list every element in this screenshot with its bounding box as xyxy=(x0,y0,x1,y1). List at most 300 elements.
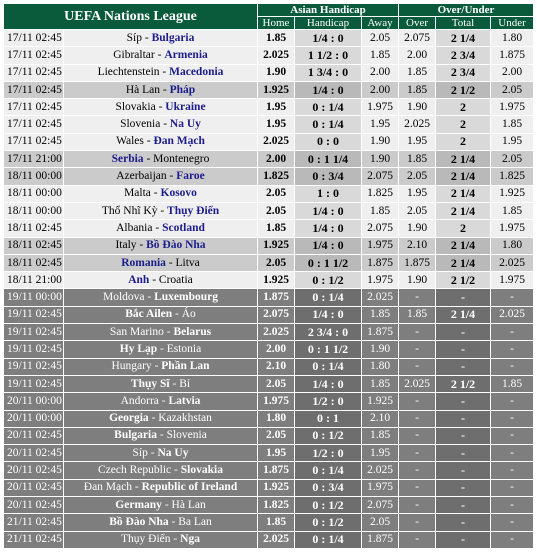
team-separator: - xyxy=(159,66,170,79)
handicap-value: 1/4 : 0 xyxy=(295,81,362,98)
over-odds: - xyxy=(399,289,436,306)
away-team: Ukraine xyxy=(165,100,206,113)
team-separator: - xyxy=(163,325,174,338)
match-row xyxy=(4,289,534,306)
match-teams xyxy=(64,393,258,410)
total-value: - xyxy=(436,427,491,444)
handicap-value: 1/2 : 0 xyxy=(295,393,362,410)
away-odds: 2.075 xyxy=(362,220,399,237)
total-value: - xyxy=(436,289,491,306)
total-value: 2 1/4 xyxy=(436,202,491,219)
match-row xyxy=(4,462,534,479)
home-odds: 1.925 xyxy=(258,479,295,496)
match-teams xyxy=(64,99,258,116)
team-separator: - xyxy=(158,394,169,407)
team-separator: - xyxy=(136,239,147,252)
match-time: 17/11 02:45 xyxy=(4,133,64,150)
match-teams xyxy=(64,514,258,531)
under-odds: 1.925 xyxy=(491,185,534,202)
match-teams xyxy=(64,30,258,47)
match-time: 18/11 02:45 xyxy=(4,254,64,271)
home-odds: 1.825 xyxy=(258,497,295,514)
away-team: Nga xyxy=(180,533,200,546)
over-odds: 1.90 xyxy=(399,272,436,289)
home-team: Slovakia xyxy=(115,100,156,113)
match-time: 20/11 02:45 xyxy=(4,497,64,514)
home-team: Germany xyxy=(115,498,162,511)
handicap-value: 0 : 1/4 xyxy=(295,116,362,133)
under-odds: - xyxy=(491,324,534,341)
handicap-value: 0 : 3/4 xyxy=(295,479,362,496)
home-team: Hy Lạp xyxy=(119,342,158,355)
handicap-value: 1/4 : 0 xyxy=(295,306,362,323)
under-odds: 1.80 xyxy=(491,30,534,47)
handicap-value: 1/4 : 0 xyxy=(295,375,362,392)
team-separator: - xyxy=(160,83,170,96)
match-row xyxy=(4,185,534,202)
match-row xyxy=(4,202,534,219)
under-odds: 1.85 xyxy=(491,116,534,133)
over-odds: 2.025 xyxy=(399,116,436,133)
under-odds: 2.025 xyxy=(491,254,534,271)
match-time: 21/11 02:45 xyxy=(4,514,64,531)
home-team: Bulgaria xyxy=(114,429,157,442)
total-value: 2 xyxy=(436,99,491,116)
home-team: Serbia xyxy=(111,152,144,165)
home-team: Síp xyxy=(132,446,148,459)
home-team: Thụy Sĩ xyxy=(130,377,170,390)
home-odds: 1.95 xyxy=(258,445,295,462)
home-odds: 2.05 xyxy=(258,202,295,219)
match-time: 17/11 02:45 xyxy=(4,99,64,116)
home-odds: 1.875 xyxy=(258,289,295,306)
home-team: Azerbaijan xyxy=(116,170,167,183)
over-odds: 1.90 xyxy=(399,99,436,116)
over-odds: 1.95 xyxy=(399,185,436,202)
away-odds: 2.025 xyxy=(362,462,399,479)
home-odds: 2.025 xyxy=(258,47,295,64)
match-teams xyxy=(64,462,258,479)
match-teams xyxy=(64,185,258,202)
match-teams xyxy=(64,220,258,237)
match-row xyxy=(4,445,534,462)
home-odds: 2.05 xyxy=(258,427,295,444)
home-team: Slovenia xyxy=(120,118,161,131)
handicap-value: 0 : 1/4 xyxy=(295,289,362,306)
team-separator: - xyxy=(171,464,181,477)
team-separator: - xyxy=(143,135,154,148)
away-odds: 2.075 xyxy=(362,497,399,514)
under-odds: 1.825 xyxy=(491,168,534,185)
away-team: Slovakia xyxy=(180,464,223,477)
match-teams xyxy=(64,116,258,133)
handicap-value: 0 : 1/4 xyxy=(295,99,362,116)
match-teams xyxy=(64,133,258,150)
home-team: Italy xyxy=(115,239,137,252)
match-row xyxy=(4,514,534,531)
match-row xyxy=(4,64,534,81)
home-team: Malta xyxy=(124,187,151,200)
match-row xyxy=(4,47,534,64)
over-odds: 1.85 xyxy=(399,81,436,98)
away-team: Bỉ xyxy=(179,377,191,390)
match-teams xyxy=(64,531,258,548)
total-value: - xyxy=(436,324,491,341)
match-time: 17/11 02:45 xyxy=(4,81,64,98)
total-value: 2 xyxy=(436,220,491,237)
team-separator: - xyxy=(157,204,168,217)
under-odds: 1.975 xyxy=(491,272,534,289)
total-value: - xyxy=(436,410,491,427)
home-team: Czech Republic xyxy=(98,464,172,477)
away-team: Thụy Điển xyxy=(167,204,220,217)
league-title: UEFA Nations League xyxy=(4,4,258,30)
under-odds: - xyxy=(491,479,534,496)
home-team: Romania xyxy=(121,256,166,269)
total-value: 2 3/4 xyxy=(436,64,491,81)
home-odds: 2.05 xyxy=(258,185,295,202)
handicap-value: 0 : 1/2 xyxy=(295,272,362,289)
match-row xyxy=(4,324,534,341)
handicap-value: 0 : 1/4 xyxy=(295,462,362,479)
team-separator: - xyxy=(148,412,159,425)
match-teams xyxy=(64,375,258,392)
home-team: Liechtenstein xyxy=(97,66,160,79)
match-row xyxy=(4,237,534,254)
home-team: Đan Mạch xyxy=(83,481,132,494)
under-odds: - xyxy=(491,358,534,375)
home-odds: 1.95 xyxy=(258,116,295,133)
team-separator: - xyxy=(161,498,172,511)
home-team: Albania xyxy=(116,221,153,234)
handicap-value: 1 3/4 : 0 xyxy=(295,64,362,81)
match-teams xyxy=(64,497,258,514)
away-odds: 1.875 xyxy=(362,254,399,271)
match-teams xyxy=(64,445,258,462)
away-team: Pháp xyxy=(169,83,196,96)
over-odds: 2.075 xyxy=(399,30,436,47)
match-row xyxy=(4,81,534,98)
team-separator: - xyxy=(147,446,158,459)
total-value: - xyxy=(436,497,491,514)
over-odds: 1.90 xyxy=(399,220,436,237)
away-team: Latvia xyxy=(168,394,201,407)
match-teams xyxy=(64,168,258,185)
home-odds: 2.025 xyxy=(258,324,295,341)
match-time: 19/11 02:45 xyxy=(4,306,64,323)
home-team: Andorra xyxy=(120,394,159,407)
total-value: 2 1/2 xyxy=(436,272,491,289)
total-value: - xyxy=(436,393,491,410)
total-value: 2 xyxy=(436,116,491,133)
match-time: 19/11 02:45 xyxy=(4,375,64,392)
match-time: 19/11 02:45 xyxy=(4,341,64,358)
match-row xyxy=(4,116,534,133)
home-team: Thụy Điển xyxy=(121,533,171,546)
match-time: 19/11 02:45 xyxy=(4,358,64,375)
team-separator: - xyxy=(156,429,167,442)
over-odds: 2.05 xyxy=(399,168,436,185)
home-odds: 2.025 xyxy=(258,133,295,150)
home-odds: 2.05 xyxy=(258,375,295,392)
under-odds: - xyxy=(491,427,534,444)
under-odds: - xyxy=(491,462,534,479)
match-time: 20/11 00:00 xyxy=(4,410,64,427)
away-odds: 1.975 xyxy=(362,237,399,254)
under-odds: 2.00 xyxy=(491,64,534,81)
under-odds-header: Under xyxy=(491,17,534,30)
handicap-value: 0 : 1/2 xyxy=(295,497,362,514)
home-odds: 1.85 xyxy=(258,220,295,237)
home-team: Moldova xyxy=(102,291,145,304)
team-separator: - xyxy=(168,515,179,528)
away-odds-header: Away xyxy=(362,17,399,30)
away-team: Đan Mạch xyxy=(153,135,205,148)
match-time: 18/11 02:45 xyxy=(4,220,64,237)
away-team: Litva xyxy=(175,256,200,269)
under-odds: 1.80 xyxy=(491,237,534,254)
under-odds: - xyxy=(491,410,534,427)
under-odds: 1.85 xyxy=(491,202,534,219)
team-separator: - xyxy=(170,533,181,546)
team-separator: - xyxy=(169,377,180,390)
match-time: 20/11 02:45 xyxy=(4,427,64,444)
away-odds: 2.025 xyxy=(362,289,399,306)
handicap-value: 0 : 1 1/2 xyxy=(295,254,362,271)
total-value: - xyxy=(436,479,491,496)
team-separator: - xyxy=(150,187,161,200)
away-team: Faroe xyxy=(176,170,205,183)
away-odds: 1.85 xyxy=(362,47,399,64)
over-odds: 1.875 xyxy=(399,254,436,271)
away-odds: 1.875 xyxy=(362,324,399,341)
match-time: 17/11 02:45 xyxy=(4,30,64,47)
total-value: - xyxy=(436,531,491,548)
home-team: Bắc Ailen xyxy=(125,308,173,321)
handicap-value: 0 : 1/2 xyxy=(295,514,362,531)
away-odds: 2.05 xyxy=(362,514,399,531)
total-value: 2 1/4 xyxy=(436,168,491,185)
total-value: - xyxy=(436,445,491,462)
match-teams xyxy=(64,306,258,323)
away-odds: 2.10 xyxy=(362,410,399,427)
away-team: Croatia xyxy=(158,273,193,286)
match-row xyxy=(4,358,534,375)
handicap-value: 1/4 : 0 xyxy=(295,30,362,47)
away-team: Scotland xyxy=(162,221,205,234)
total-value: 2 1/4 xyxy=(436,254,491,271)
total-value: 2 1/4 xyxy=(436,30,491,47)
home-team: Anh xyxy=(128,273,150,286)
home-odds: 1.975 xyxy=(258,393,295,410)
handicap-value: 0 : 1 1/2 xyxy=(295,341,362,358)
away-odds: 1.975 xyxy=(362,99,399,116)
away-team: Hà Lan xyxy=(171,498,206,511)
handicap-value: 1/4 : 0 xyxy=(295,220,362,237)
over-odds: 1.85 xyxy=(399,64,436,81)
away-odds: 2.075 xyxy=(362,168,399,185)
home-odds: 1.95 xyxy=(258,99,295,116)
total-value: 2 1/4 xyxy=(436,151,491,168)
match-time: 17/11 21:00 xyxy=(4,151,64,168)
match-time: 20/11 02:45 xyxy=(4,479,64,496)
total-header: Total xyxy=(436,17,491,30)
team-separator: - xyxy=(141,31,152,44)
away-team: Na Uy xyxy=(157,446,189,459)
match-teams xyxy=(64,410,258,427)
home-team: Bồ Đào Nha xyxy=(109,515,169,528)
away-odds: 1.80 xyxy=(362,358,399,375)
match-time: 18/11 21:00 xyxy=(4,272,64,289)
match-time: 18/11 00:00 xyxy=(4,185,64,202)
total-value: 2 1/4 xyxy=(436,306,491,323)
match-row xyxy=(4,479,534,496)
match-row xyxy=(4,272,534,289)
over-odds: 2.05 xyxy=(399,202,436,219)
home-team: Wales xyxy=(116,135,144,148)
away-odds: 1.95 xyxy=(362,445,399,462)
team-separator: - xyxy=(143,152,154,165)
handicap-value: 1/4 : 0 xyxy=(295,237,362,254)
match-teams xyxy=(64,254,258,271)
match-row xyxy=(4,220,534,237)
match-time: 19/11 02:45 xyxy=(4,324,64,341)
asian-handicap-header: Asian Handicap xyxy=(258,4,399,17)
match-row xyxy=(4,151,534,168)
away-team: Áo xyxy=(181,308,196,321)
match-row xyxy=(4,99,534,116)
match-teams xyxy=(64,47,258,64)
team-separator: - xyxy=(149,273,159,286)
match-row xyxy=(4,497,534,514)
under-odds: - xyxy=(491,341,534,358)
over-odds: 2.025 xyxy=(399,375,436,392)
under-odds: 2.025 xyxy=(491,306,534,323)
over-odds: - xyxy=(399,497,436,514)
under-odds: - xyxy=(491,497,534,514)
team-separator: - xyxy=(151,360,162,373)
under-odds: - xyxy=(491,514,534,531)
home-team: Hà Lan xyxy=(125,83,160,96)
under-odds: - xyxy=(491,393,534,410)
match-row xyxy=(4,375,534,392)
home-team: Gibraltar xyxy=(113,48,155,61)
under-odds: - xyxy=(491,445,534,462)
match-row xyxy=(4,306,534,323)
under-odds: 1.95 xyxy=(491,133,534,150)
handicap-value: 0 : 1 1/4 xyxy=(295,151,362,168)
home-odds: 1.90 xyxy=(258,64,295,81)
away-team: Luxembourg xyxy=(154,291,219,304)
away-team: Montenegro xyxy=(153,152,210,165)
match-teams xyxy=(64,289,258,306)
over-odds: - xyxy=(399,324,436,341)
away-odds: 2.00 xyxy=(362,64,399,81)
total-value: 2 1/2 xyxy=(436,375,491,392)
home-odds: 2.025 xyxy=(258,531,295,548)
home-odds: 1.85 xyxy=(258,30,295,47)
over-odds: - xyxy=(399,358,436,375)
away-team: Estonia xyxy=(166,342,202,355)
home-odds: 1.825 xyxy=(258,168,295,185)
match-time: 20/11 02:45 xyxy=(4,445,64,462)
team-separator: - xyxy=(165,256,176,269)
home-odds: 1.85 xyxy=(258,514,295,531)
match-teams xyxy=(64,81,258,98)
over-under-header: Over/Under xyxy=(399,4,534,17)
away-odds: 1.90 xyxy=(362,133,399,150)
team-separator: - xyxy=(144,291,155,304)
home-odds: 2.05 xyxy=(258,254,295,271)
match-teams xyxy=(64,151,258,168)
over-odds: - xyxy=(399,341,436,358)
handicap-value: 0 : 1/4 xyxy=(295,358,362,375)
match-row xyxy=(4,341,534,358)
away-odds: 1.975 xyxy=(362,479,399,496)
away-odds: 1.90 xyxy=(362,151,399,168)
match-row xyxy=(4,427,534,444)
match-teams xyxy=(64,479,258,496)
match-time: 17/11 02:45 xyxy=(4,47,64,64)
over-odds: 2.10 xyxy=(399,237,436,254)
away-team: Ba Lan xyxy=(178,515,212,528)
total-value: - xyxy=(436,358,491,375)
team-separator: - xyxy=(152,221,163,234)
match-row xyxy=(4,30,534,47)
total-value: 2 xyxy=(436,133,491,150)
home-team: Thổ Nhĩ Kỳ xyxy=(101,204,158,217)
handicap-value: 2 3/4 : 0 xyxy=(295,324,362,341)
away-team: Macedonia xyxy=(169,66,224,79)
match-teams xyxy=(64,324,258,341)
home-odds: 2.075 xyxy=(258,306,295,323)
under-odds: 2.05 xyxy=(491,151,534,168)
home-odds: 1.875 xyxy=(258,462,295,479)
handicap-value: 0 : 1/4 xyxy=(295,531,362,548)
away-odds: 1.975 xyxy=(362,272,399,289)
team-separator: - xyxy=(154,48,165,61)
over-odds: 1.95 xyxy=(399,133,436,150)
home-team: San Marino xyxy=(109,325,164,338)
over-odds-header: Over xyxy=(399,17,436,30)
under-odds: 2.05 xyxy=(491,81,534,98)
over-odds: - xyxy=(399,514,436,531)
away-team: Republic of Ireland xyxy=(141,481,238,494)
handicap-header: Handicap xyxy=(295,17,362,30)
handicap-value: 0 : 0 xyxy=(295,133,362,150)
over-odds: - xyxy=(399,479,436,496)
over-odds: 1.85 xyxy=(399,151,436,168)
away-odds: 1.825 xyxy=(362,185,399,202)
total-value: - xyxy=(436,341,491,358)
away-odds: 1.95 xyxy=(362,116,399,133)
home-odds: 2.00 xyxy=(258,341,295,358)
away-odds: 2.00 xyxy=(362,81,399,98)
over-odds: - xyxy=(399,531,436,548)
match-time: 20/11 00:00 xyxy=(4,393,64,410)
over-odds: - xyxy=(399,410,436,427)
home-odds: 2.00 xyxy=(258,151,295,168)
team-separator: - xyxy=(157,342,167,355)
handicap-value: 1/2 : 0 xyxy=(295,445,362,462)
away-team: Slovenia xyxy=(166,429,207,442)
over-odds: - xyxy=(399,427,436,444)
under-odds: 1.975 xyxy=(491,99,534,116)
team-separator: - xyxy=(166,170,177,183)
home-team: Síp xyxy=(126,31,142,44)
match-time: 19/11 00:00 xyxy=(4,289,64,306)
away-team: Phần Lan xyxy=(161,360,210,373)
